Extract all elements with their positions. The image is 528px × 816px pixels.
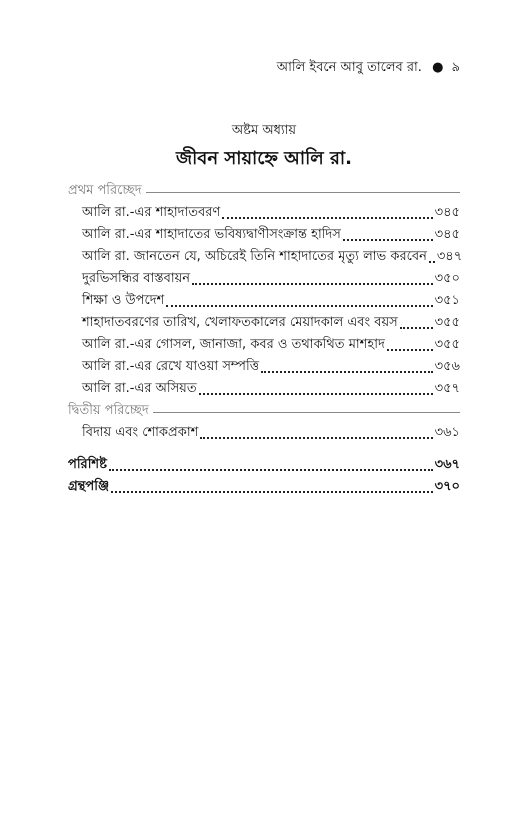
toc-entry-appendix[interactable] [68,454,460,476]
bullet-icon: ● [432,60,444,75]
toc-entry[interactable] [68,246,463,268]
toc-entry[interactable] [68,312,460,334]
leader-dots [400,327,433,329]
section-rule [153,412,460,413]
toc-entry-title: আলি রা.-এর শাহাদাতের ভবিষ্যদ্বাণীসংক্রান্ত হাদিস [82,227,341,242]
toc-entry-title: শাহাদাতবরণের তারিখ, খেলাফতকালের মেয়াদকাল এবং বয়স [82,315,398,330]
section-heading-label: দ্বিতীয় পরিচ্ছেদ [68,402,149,418]
toc-entry-page: ৩৬১ [434,425,460,440]
page-number: ৯ [451,60,460,75]
toc-entry-title: আলি রা.-এর গোসল, জানাজা, কবর ও তথাকথিত মাশহাদ [82,337,385,352]
leader-dots [222,217,432,219]
table-of-contents [68,180,463,498]
toc-entry[interactable] [68,290,460,312]
toc-entry-bibliography[interactable] [68,476,460,498]
leader-dots [200,437,432,439]
section-heading [68,400,460,422]
leader-dots [387,349,433,351]
toc-entry[interactable] [68,202,460,224]
toc-entry-page: ৩৪৫ [434,227,460,242]
toc-entry-page: ৩৪৭ [436,249,463,264]
leader-dots [429,261,435,263]
chapter-label: অষ্টম অধ্যায় [231,123,297,138]
toc-entry[interactable] [68,224,460,246]
chapter-title: জীবন সায়াহ্নে আলি রা. [176,148,352,169]
toc-entry-page: ৩৪৫ [434,205,460,220]
toc-entry[interactable] [68,356,460,378]
leader-dots [166,305,432,307]
toc-entry[interactable] [68,334,460,356]
leader-dots [111,491,433,493]
toc-entry-page: ৩৫৭ [434,381,460,396]
toc-entry-page: ৩৫৫ [434,315,460,330]
toc-entry[interactable] [68,268,460,290]
leader-dots [109,469,433,471]
running-header [277,58,460,79]
toc-entry-page: ৩৫৬ [434,359,460,374]
leader-dots [192,283,433,285]
toc-entry-page: ৩৫৫ [434,337,460,352]
toc-entry-page: ৩৫১ [434,293,460,308]
toc-entry-title: বিদায় এবং শোকপ্রকাশ [82,425,199,440]
leader-dots [343,239,433,241]
toc-entry-page: ৩৬৭ [434,457,460,472]
toc-entry-title: আলি রা. জানতেন যে, অচিরেই তিনি শাহাদাতের মৃত্যু লাভ করবেন [82,249,427,264]
running-title: আলি ইবনে আবু তালেব রা. [276,60,422,75]
section-heading [68,180,460,202]
toc-entry-title: গ্রন্থপঞ্জি [68,479,110,494]
toc-entry-title: আলি রা.-এর রেখে যাওয়া সম্পত্তি [82,359,259,374]
section-rule [146,192,460,193]
toc-entry[interactable] [68,378,460,400]
toc-entry-title: আলি রা.-এর শাহাদাতবরণ [82,205,221,220]
leader-dots [261,371,433,373]
toc-entry-title: দুরভিসন্ধির বাস্তবায়ন [82,271,191,286]
toc-entry-page: ৩৭০ [434,479,460,494]
toc-entry-title: আলি রা.-এর অসিয়ত [82,381,197,396]
toc-entry-page: ৩৫০ [434,271,460,286]
toc-entry-title: পরিশিষ্ট [68,457,107,472]
section-heading-label: প্রথম পরিচ্ছেদ [68,182,142,198]
leader-dots [199,393,433,395]
toc-entry-title: শিক্ষা ও উপদেশ [82,293,165,308]
toc-entry[interactable] [68,422,460,444]
